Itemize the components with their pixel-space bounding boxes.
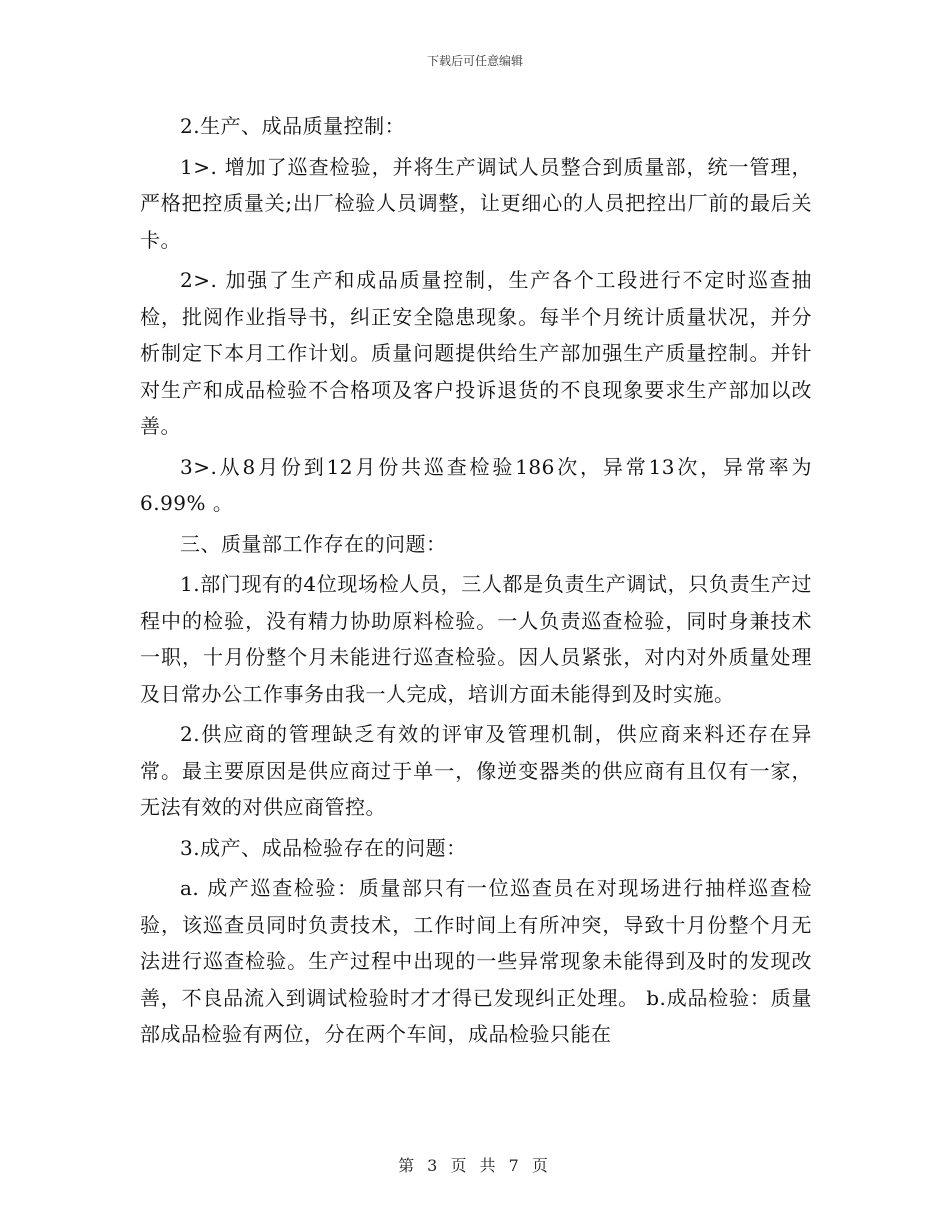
paragraph-item-3: 3>.从8月份到12月份共巡查检验186次，异常13次，异常率为6.99% 。	[140, 454, 812, 515]
paragraph-problem-3-heading: 3.成产、成品检验存在的问题：	[180, 835, 467, 860]
page-header: 下载后可任意编辑	[426, 54, 523, 68]
paragraph-item-1: 1>. 增加了巡查检验，并将生产调试人员整合到质量部，统一管理，严格把控质量关;出厂检验人员调整，让更细心的人员把控出厂前的最后关卡。	[140, 154, 812, 252]
document-body	[140, 108, 812, 1057]
paragraph-item-2: 2>. 加强了生产和成品质量控制，生产各个工段进行不定时巡查抽检，批阅作业指导书，纠正安全隐患现象。每半个月统计质量状况，并分析制定下本月工作计划。质量问题提供给生产部加强生产质量控制。并针对生产和成品检验不合格项及客户投诉退货的不良现象要求生产部加以改善。	[140, 268, 812, 438]
paragraph-problem-2: 2.供应商的管理缺乏有效的评审及管理机制，供应商来料还存在异常。最主要原因是供应商过于单一，像逆变器类的供应商有且仅有一家，无法有效的对供应商管控。	[140, 722, 812, 819]
section-heading-problems: 三、质量部工作存在的问题：	[180, 531, 447, 556]
paragraph-problem-1: 1.部门现有的4位现场检人员，三人都是负责生产调试，只负责生产过程中的检验，没有精力协助原料检验。一人负责巡查检验，同时身兼技术一职，十月份整个月未能进行巡查检验。因人员紧张，对内对外质量处理及日常办公工作事务由我一人完成，培训方面未能得到及时实施。	[140, 572, 812, 706]
section-heading-quality-control: 2.生产、成品质量控制：	[180, 114, 406, 138]
page-footer: 第 3 页 共 7 页	[398, 1156, 552, 1175]
paragraph-problem-3-detail: a. 成产巡查检验：质量部只有一位巡查员在对现场进行抽样巡查检验，该巡查员同时负责技术，工作时间上有所冲突，导致十月份整个月无法进行巡查检验。生产过程中出现的一些异常现象未能得到及时的发现改善，不良品流入到调试检验时才才得已发现纠正处理。 b.成品检验：质量部成品检验有两位，分在两个车间，成品检验只能在	[140, 876, 812, 1046]
